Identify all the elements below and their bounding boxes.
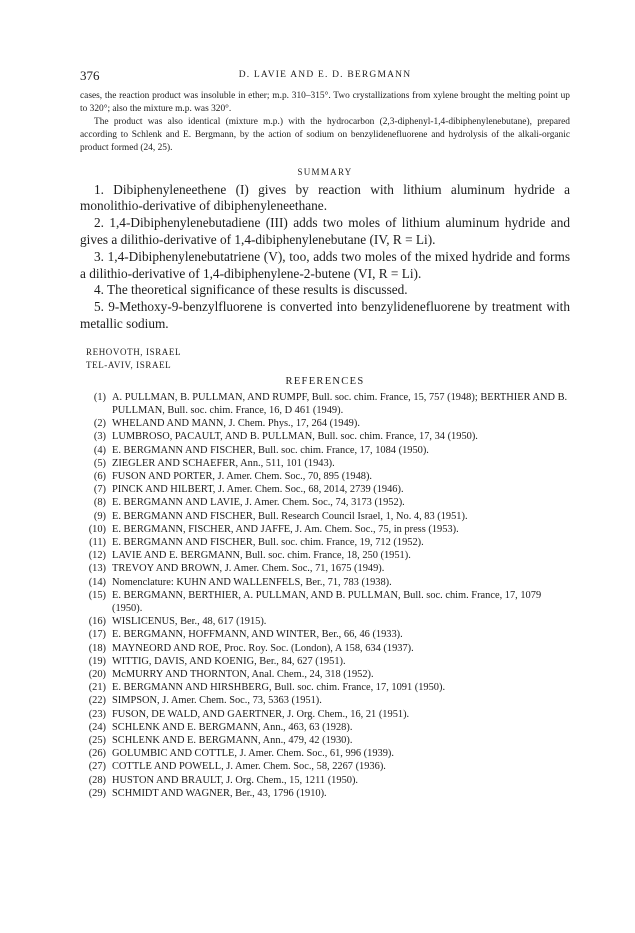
reference-number: (27): [88, 761, 106, 773]
reference-number: (2): [93, 418, 106, 430]
intro-paragraph: The product was also identical (mixture m.p.) with the hydrocarbon (2,3-diphenyl-1,4-dibiphenylenebutane), prepared according to Schlenk and E. Bergmann, by the action of sodium on benzylidenefluorene and hydrolysis of the alkali-organic product formed (24, 25).: [80, 116, 570, 153]
reference-item: [80, 496, 570, 509]
reference-text: GOLUMBIC AND COTTLE, J. Amer. Chem. Soc., 61, 996 (1939).: [112, 748, 394, 760]
reference-number: (21): [88, 682, 106, 694]
reference-text: E. BERGMANN, HOFFMANN, AND WINTER, Ber., 66, 46 (1933).: [112, 629, 403, 641]
reference-number: (1): [93, 391, 106, 403]
reference-text: E. BERGMANN AND HIRSHBERG, Bull. soc. chim. France, 17, 1091 (1950).: [112, 682, 446, 694]
reference-text: E. BERGMANN, BERTHIER, A. PULLMAN, AND B. PULLMAN, Bull. soc. chim. France, 17, 1079 (1950).: [112, 589, 542, 614]
summary-list: [80, 182, 570, 333]
reference-text: LUMBROSO, PACAULT, AND B. PULLMAN, Bull. soc. chim. France, 17, 34 (1950).: [112, 431, 478, 443]
reference-text: E. BERGMANN AND LAVIE, J. Amer. Chem. Soc., 74, 3173 (1952).: [112, 497, 405, 509]
reference-item: [80, 470, 570, 483]
reference-number: (28): [88, 774, 106, 786]
reference-item: [80, 655, 570, 668]
reference-text: SCHLENK AND E. BERGMANN, Ann., 463, 63 (1928).: [112, 721, 353, 733]
reference-item: [80, 549, 570, 562]
reference-item: [80, 562, 570, 575]
reference-item: [80, 721, 570, 734]
reference-text: LAVIE AND E. BERGMANN, Bull. soc. chim. France, 18, 250 (1951).: [112, 550, 411, 562]
reference-number: (15): [88, 589, 106, 601]
reference-text: PINCK AND HILBERT, J. Amer. Chem. Soc., 68, 2014, 2739 (1946).: [112, 484, 404, 496]
intro-section: [80, 90, 570, 155]
reference-item: [80, 642, 570, 655]
reference-number: (6): [93, 470, 106, 482]
reference-item: [80, 523, 570, 536]
reference-item: [80, 708, 570, 721]
page: [80, 68, 570, 800]
reference-item: [80, 589, 570, 615]
reference-item: [80, 576, 570, 589]
reference-number: (25): [88, 734, 106, 746]
summary-heading: SUMMARY: [297, 166, 353, 177]
reference-item: [80, 536, 570, 549]
summary-item: 4. The theoretical significance of these results is discussed.: [94, 282, 408, 298]
affiliation-line: REHOVOTH, ISRAEL: [86, 346, 182, 357]
reference-number: (3): [93, 431, 106, 443]
reference-number: (13): [88, 563, 106, 575]
reference-number: (19): [88, 655, 106, 667]
reference-text: HUSTON AND BRAULT, J. Org. Chem., 15, 1211 (1950).: [112, 774, 359, 786]
reference-text: A. PULLMAN, B. PULLMAN, AND RUMPF, Bull. soc. chim. France, 15, 757 (1948); BERTHIER AND B. PULLMAN, Bull. soc. chim. France, 16, D 461 (1949).: [112, 391, 568, 416]
reference-item: [80, 430, 570, 443]
reference-number: (20): [88, 668, 106, 680]
reference-text: FUSON AND PORTER, J. Amer. Chem. Soc., 70, 895 (1948).: [112, 470, 373, 482]
reference-item: [80, 615, 570, 628]
reference-number: (22): [88, 695, 106, 707]
reference-number: (4): [93, 444, 106, 456]
reference-text: E. BERGMANN, FISCHER, AND JAFFE, J. Am. Chem. Soc., 75, in press (1953).: [112, 523, 459, 535]
reference-text: E. BERGMANN AND FISCHER, Bull. Research Council Israel, 1, No. 4, 83 (1951).: [112, 510, 468, 522]
reference-item: [80, 444, 570, 457]
reference-text: McMURRY AND THORNTON, Anal. Chem., 24, 318 (1952).: [112, 668, 374, 680]
reference-item: [80, 628, 570, 641]
reference-text: Nomenclature: KUHN AND WALLENFELS, Ber., 71, 783 (1938).: [112, 576, 392, 588]
reference-text: E. BERGMANN AND FISCHER, Bull. soc. chim. France, 19, 712 (1952).: [112, 536, 424, 548]
reference-item: [80, 774, 570, 787]
reference-number: (12): [88, 550, 106, 562]
reference-text: SIMPSON, J. Amer. Chem. Soc., 73, 5363 (1951).: [112, 695, 322, 707]
reference-text: ZIEGLER AND SCHAEFER, Ann., 511, 101 (1943).: [112, 457, 335, 469]
summary-item: 1. Dibiphenyleneethene (I) gives by reaction with lithium aluminum hydride a monolithio-derivative of dibiphenyleneethane.: [80, 181, 570, 214]
reference-item: [80, 417, 570, 430]
reference-number: (11): [89, 536, 106, 548]
reference-text: MAYNEORD AND ROE, Proc. Roy. Soc. (London), A 158, 634 (1937).: [112, 642, 414, 654]
reference-item: [80, 391, 570, 417]
reference-number: (8): [93, 497, 106, 509]
references-heading: REFERENCES: [285, 375, 365, 387]
intro-paragraph: cases, the reaction product was insoluble in ether; m.p. 310–315°. Two crystallizations from xylene brought the melting point up to 320°; also the mixture m.p. was 320°.: [80, 91, 570, 114]
reference-text: WHELAND AND MANN, J. Chem. Phys., 17, 264 (1949).: [112, 418, 360, 430]
page-number: 376: [80, 68, 100, 83]
reference-number: (18): [88, 642, 106, 654]
summary-item: 5. 9-Methoxy-9-benzylfluorene is converted into benzylidenefluorene by treatment with metallic sodium.: [80, 299, 570, 331]
reference-item: [80, 734, 570, 747]
reference-item: [80, 760, 570, 773]
references-list: [80, 391, 570, 800]
summary-item: 2. 1,4-Dibiphenylenebutadiene (III) adds two moles of lithium aluminum hydride and gives a dilithio-derivative of 1,4-dibiphenylenebutane (IV, R = Li).: [80, 215, 570, 247]
reference-number: (16): [88, 616, 106, 628]
reference-number: (23): [88, 708, 106, 720]
reference-text: SCHLENK AND E. BERGMANN, Ann., 479, 42 (1930).: [112, 734, 353, 746]
reference-number: (17): [88, 629, 106, 641]
reference-item: [80, 457, 570, 470]
reference-number: (14): [88, 576, 106, 588]
reference-number: (24): [88, 721, 106, 733]
reference-item: [80, 668, 570, 681]
reference-text: SCHMIDT AND WAGNER, Ber., 43, 1796 (1910).: [112, 787, 327, 799]
affiliation-line: TEL-AVIV, ISRAEL: [86, 359, 172, 370]
reference-number: (9): [93, 510, 106, 522]
summary-item: 3. 1,4-Dibiphenylenebutatriene (V), too, adds two moles of the mixed hydride and forms a dilithio-derivative of 1,4-dibiphenylene-2-butene (VI, R = Li).: [80, 248, 570, 281]
running-head: D. LAVIE AND E. D. BERGMANN: [238, 70, 412, 80]
reference-number: (10): [88, 523, 106, 535]
reference-item: [80, 510, 570, 523]
reference-item: [80, 681, 570, 694]
reference-item: [80, 787, 570, 800]
reference-text: E. BERGMANN AND FISCHER, Bull. soc. chim. France, 17, 1084 (1950).: [112, 444, 429, 456]
reference-number: (7): [93, 484, 106, 496]
reference-item: [80, 694, 570, 707]
reference-item: [80, 747, 570, 760]
reference-number: (26): [88, 748, 106, 760]
page-header: [80, 68, 570, 90]
reference-number: (29): [88, 787, 106, 799]
reference-item: [80, 483, 570, 496]
affiliations: [80, 346, 570, 372]
reference-text: FUSON, DE WALD, AND GAERTNER, J. Org. Chem., 16, 21 (1951).: [112, 708, 410, 720]
reference-text: WITTIG, DAVIS, AND KOENIG, Ber., 84, 627 (1951).: [112, 655, 346, 667]
reference-text: WISLICENUS, Ber., 48, 617 (1915).: [112, 616, 267, 628]
reference-text: TREVOY AND BROWN, J. Amer. Chem. Soc., 71, 1675 (1949).: [112, 563, 385, 575]
reference-text: COTTLE AND POWELL, J. Amer. Chem. Soc., 58, 2267 (1936).: [112, 761, 386, 773]
reference-number: (5): [93, 457, 106, 469]
